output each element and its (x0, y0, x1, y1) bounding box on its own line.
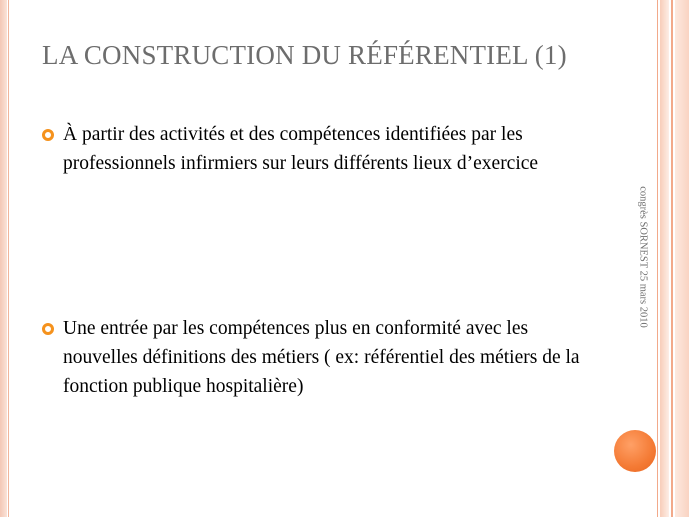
bullet-text: Une entrée par les compétences plus en conformité avec les nouvelles définitions des métiers ( ex: référentiel des métiers de la fonction publique hospitalière) (63, 318, 580, 397)
footer-vertical-text: congrès SORNEST 25 mars 2010 (637, 186, 649, 328)
right-border-edge (675, 0, 689, 517)
bullet-item (42, 314, 587, 401)
bullet-circle-icon (42, 323, 54, 335)
left-border-line (8, 0, 9, 517)
bullet-item (42, 120, 587, 178)
right-border-line-outer (671, 0, 673, 517)
bullet-circle-icon (42, 129, 54, 141)
right-border-decoration (660, 0, 669, 517)
slide-title: LA CONSTRUCTION DU RÉFÉRENTIEL (1) (42, 40, 567, 70)
decorative-orange-circle-icon (614, 430, 656, 472)
left-border-decoration (0, 0, 7, 517)
bullet-text: À partir des activités et des compétences identifiées par les professionnels infirmiers sur leurs différents lieux d’exercice (63, 124, 539, 174)
right-border-line (657, 0, 658, 517)
